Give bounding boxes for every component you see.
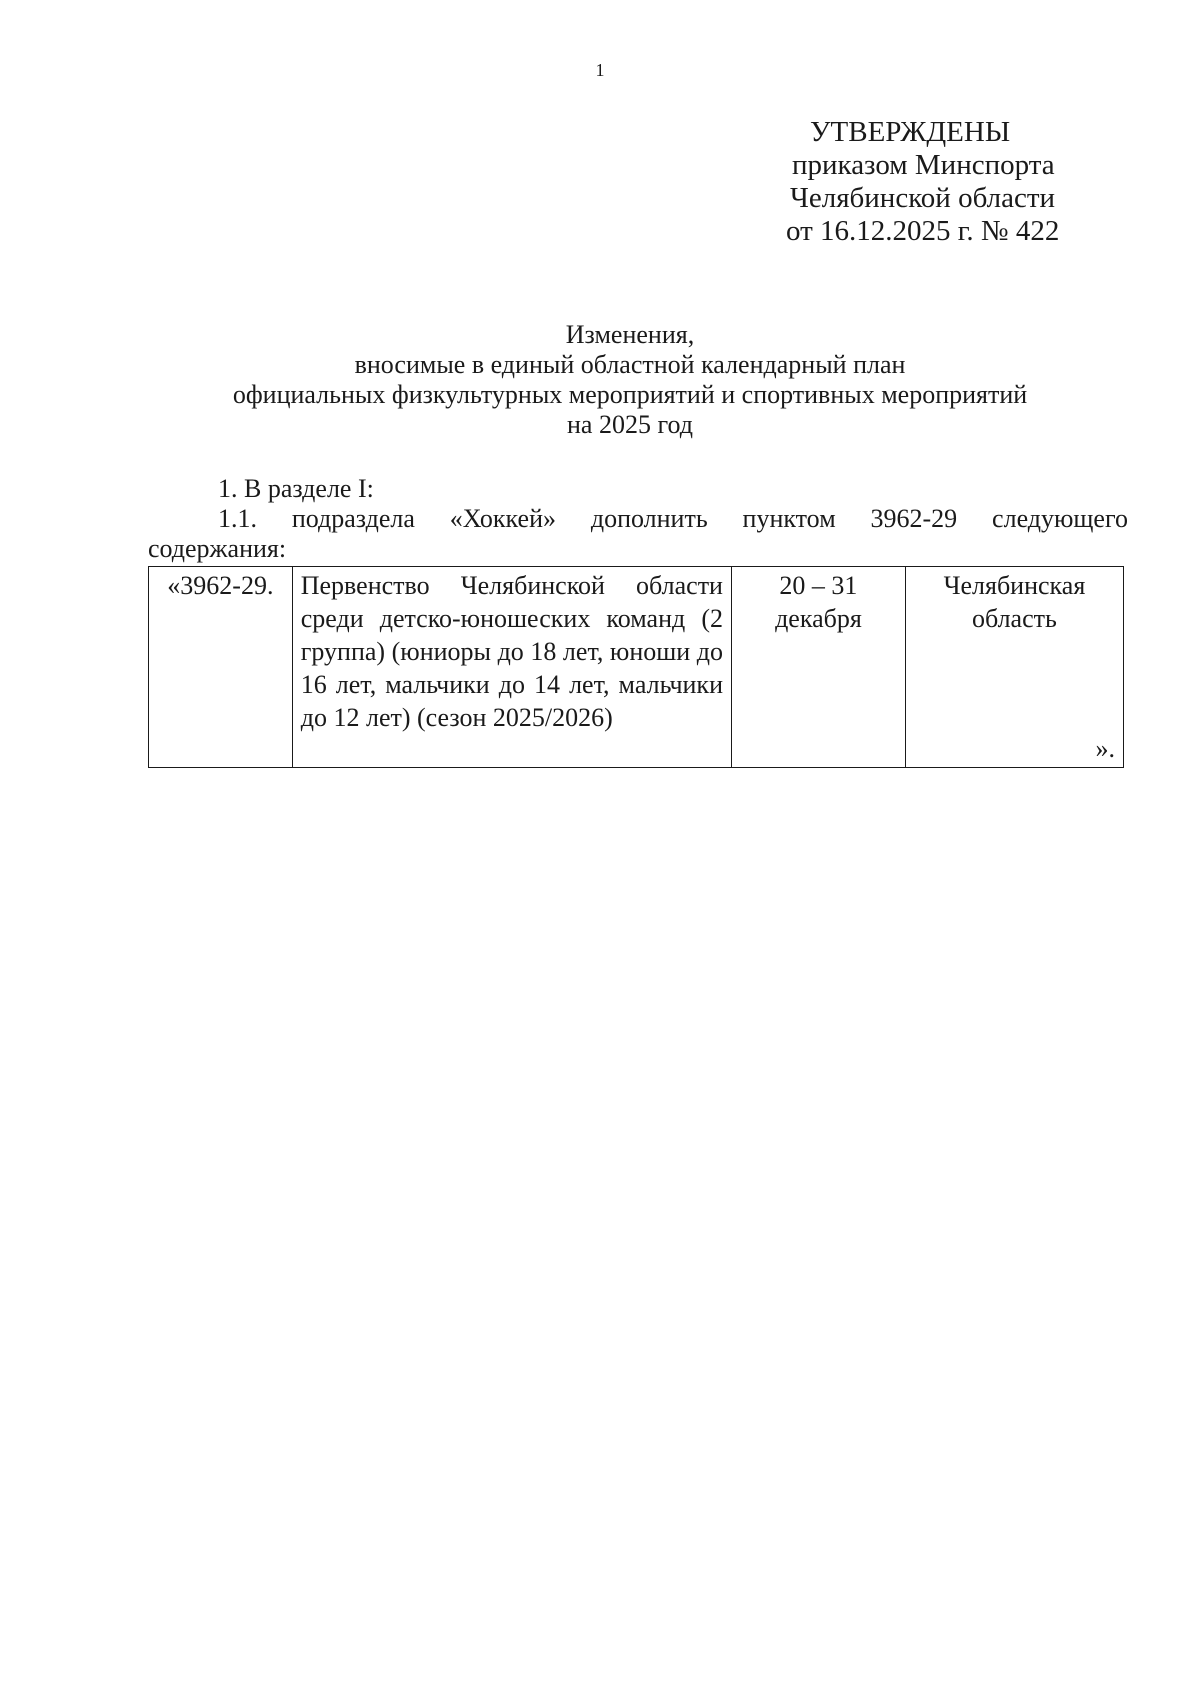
approval-block	[760, 116, 1100, 248]
approval-order: приказом Минспорта	[792, 149, 1055, 181]
item-paragraph-continuation: содержания:	[148, 534, 287, 563]
place-line-2: область	[972, 604, 1057, 633]
approval-date-number: от 16.12.2025 г. № 422	[786, 215, 1060, 247]
title-line-3: официальных физкультурных мероприятий и спортивных мероприятий	[232, 380, 1028, 409]
item-paragraph: 1.1. подраздела «Хоккей» дополнить пунктом 3962-29 следующего	[218, 504, 1128, 533]
document-title	[140, 320, 1120, 440]
event-place-cell	[905, 567, 1123, 768]
body-text	[148, 474, 1128, 564]
closing-quote: ».	[1095, 734, 1115, 763]
event-description-cell: Первенство Челябинской области среди детско-юношеских команд (2 группа) (юниоры до 18 лет, юноши до 16 лет, мальчики до 14 лет, мальчики до 12 лет) (сезон 2025/2026)	[292, 567, 731, 768]
place-line-1: Челябинская	[943, 571, 1086, 600]
page-number: 1	[595, 60, 605, 80]
section-heading: 1. В разделе I:	[218, 474, 374, 503]
approval-heading: УТВЕРЖДЕНЫ	[810, 116, 1011, 148]
approval-region: Челябинской области	[790, 182, 1056, 214]
event-dates-cell	[731, 567, 905, 768]
item-number-cell: «3962-29.	[149, 567, 293, 768]
date-month: декабря	[775, 604, 862, 633]
title-line-2: вносимые в единый областной календарный план	[354, 350, 906, 379]
table-row	[149, 567, 1124, 768]
title-line-4: на 2025 год	[567, 410, 693, 439]
title-line-1: Изменения,	[565, 320, 695, 349]
amendment-table	[148, 566, 1124, 768]
date-range: 20 – 31	[779, 571, 858, 600]
